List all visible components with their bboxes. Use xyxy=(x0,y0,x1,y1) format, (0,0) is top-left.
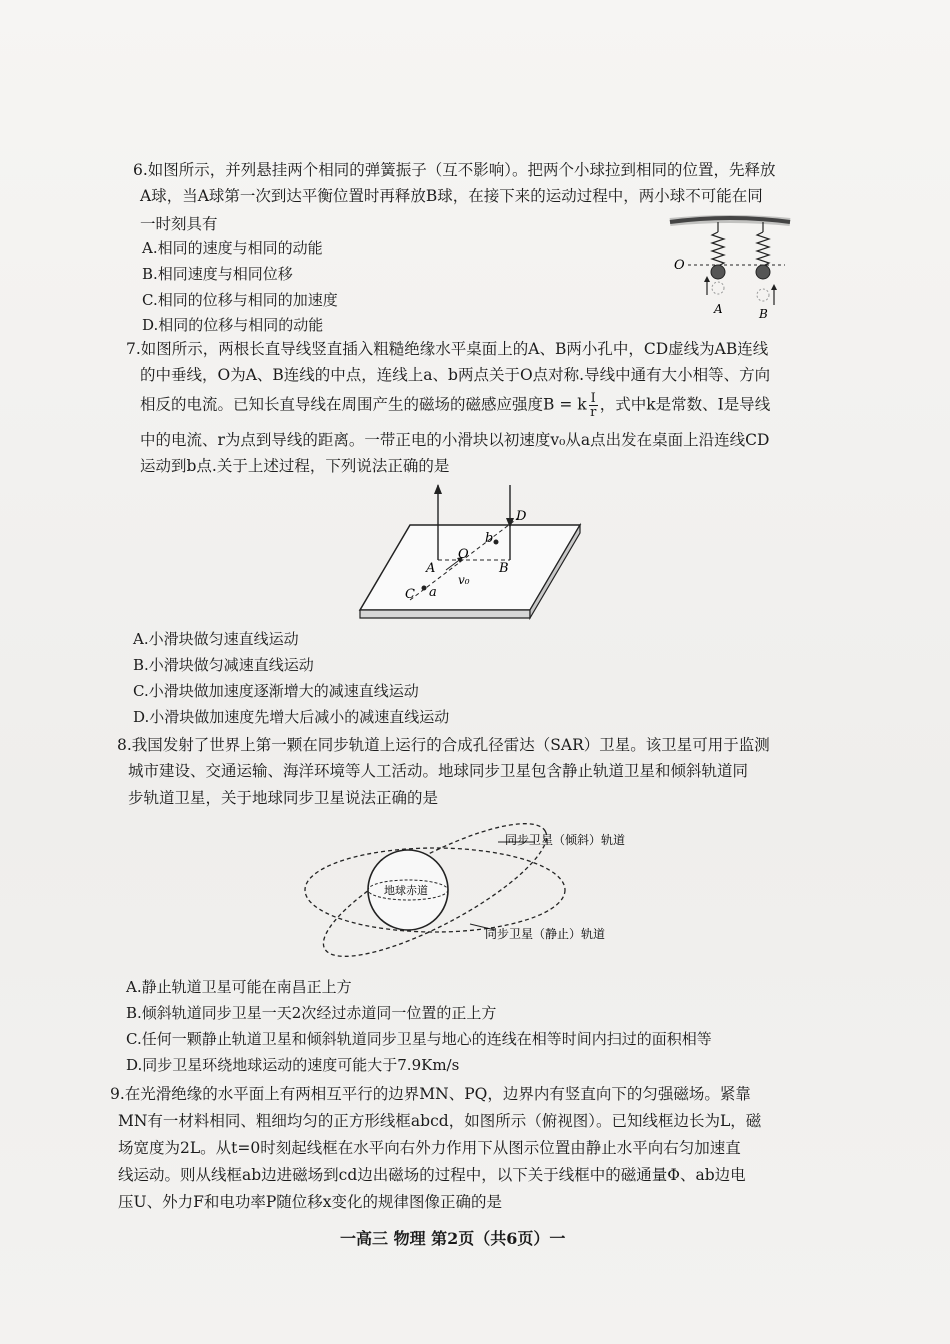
q7-fraction-den: r xyxy=(590,405,597,420)
q9-line-3: 场宽度为2L。从t=0时刻起线框在水平向右外力作用下从图示位置由静止水平向右匀加速直 xyxy=(118,1139,741,1157)
q7-fig-label-a-pt: A xyxy=(426,561,436,576)
q9-line-4: 线运动。则从线框ab边进磁场到cd边出磁场的过程中，以下关于线框中的磁通量Φ、ab边电 xyxy=(118,1166,746,1184)
q7-line-5: 运动到b点.关于上述过程，下列说法正确的是 xyxy=(140,457,450,475)
q6-fig-label-o: O xyxy=(674,258,685,273)
q6-fig-label-a: A xyxy=(714,302,723,316)
q8-line-1: 8.我国发射了世界上第一颗在同步轨道上运行的合成孔径雷达（SAR）卫星。该卫星可用于监测 xyxy=(117,736,770,754)
q8-option-d: D.同步卫星环绕地球运动的速度可能大于7.9Km/s xyxy=(126,1056,460,1074)
q7-fig-label-b-pt: B xyxy=(499,561,509,576)
q7-fig-label-a: a xyxy=(429,585,437,600)
q7-line-3-pre: 相反的电流。已知长直导线在周围产生的磁场的磁感应强度B = k xyxy=(140,395,587,414)
q6-spring-figure xyxy=(660,210,800,325)
q7-option-b: B.小滑块做匀减速直线运动 xyxy=(133,656,314,674)
q6-option-d: D.相同的位移与相同的动能 xyxy=(142,316,324,334)
q8-fig-label-equator: 地球赤道 xyxy=(384,884,428,897)
q8-option-c: C.任何一颗静止轨道卫星和倾斜轨道同步卫星与地心的连线在相等时间内扫过的面积相等 xyxy=(126,1030,712,1048)
q8-fig-label-static: 同步卫星（静止）轨道 xyxy=(485,927,606,941)
q7-option-d: D.小滑块做加速度先增大后减小的减速直线运动 xyxy=(133,708,450,726)
q6-fig-label-b: B xyxy=(759,307,768,321)
q7-line-3-post: ，式中k是常数、I是导线 xyxy=(599,395,771,414)
q7-fig-label-v0: v₀ xyxy=(458,573,470,587)
q8-line-3: 步轨道卫星，关于地球同步卫星说法正确的是 xyxy=(128,789,439,807)
q7-option-c: C.小滑块做加速度逐渐增大的减速直线运动 xyxy=(133,682,419,700)
q6-line-2: A球，当A球第一次到达平衡位置时再释放B球，在接下来的运动过程中，两小球不可能在同 xyxy=(140,187,763,205)
q6-option-a: A.相同的速度与相同的动能 xyxy=(142,239,323,257)
q7-line-4: 中的电流、r为点到导线的距离。一带正电的小滑块以初速度v₀从a点出发在桌面上沿连线CD xyxy=(140,431,770,449)
q8-option-b: B.倾斜轨道同步卫星一天2次经过赤道同一位置的正上方 xyxy=(126,1004,497,1022)
q8-option-a: A.静止轨道卫星可能在南昌正上方 xyxy=(126,978,352,996)
q6-option-c: C.相同的位移与相同的加速度 xyxy=(142,291,338,309)
q7-wire-figure xyxy=(350,480,590,620)
q7-option-a: A.小滑块做匀速直线运动 xyxy=(133,630,299,648)
q7-line-1: 7.如图所示，两根长直导线竖直插入粗糙绝缘水平桌面上的A、B两小孔中，CD虚线为AB连线 xyxy=(126,340,769,358)
q9-line-5: 压U、外力F和电功率P随位移x变化的规律图像正确的是 xyxy=(118,1193,502,1211)
q8-line-2: 城市建设、交通运输、海洋环境等人工活动。地球同步卫星包含静止轨道卫星和倾斜轨道同 xyxy=(128,762,749,780)
q6-line-3: 一时刻具有 xyxy=(140,215,218,233)
q6-option-b: B.相同速度与相同位移 xyxy=(142,265,293,283)
q7-line-3 xyxy=(140,392,770,419)
q9-line-2: MN有一材料相同、粗细均匀的正方形线框abcd，如图所示（俯视图）。已知线框边长为L，磁 xyxy=(118,1112,762,1130)
q7-fig-label-c: C xyxy=(405,587,415,602)
q7-fraction-num: I xyxy=(590,391,596,406)
q6-line-1: 6.如图所示，并列悬挂两个相同的弹簧振子（互不影响）。把两个小球拉到相同的位置，先释放 xyxy=(133,161,776,179)
q7-fig-label-d: D xyxy=(516,509,527,524)
q7-fig-label-o: O xyxy=(458,547,469,562)
q8-fig-label-inclined: 同步卫星（倾斜）轨道 xyxy=(505,833,626,847)
page-footer: 一高三 物理 第2页（共6页）一 xyxy=(340,1229,566,1248)
q8-orbit-figure xyxy=(290,812,650,962)
q7-fraction xyxy=(589,392,598,419)
q7-line-2: 的中垂线，O为A、B连线的中点，连线上a、b两点关于O点对称.导线中通有大小相等、方向 xyxy=(140,366,771,384)
q9-line-1: 9.在光滑绝缘的水平面上有两相互平行的边界MN、PQ，边界内有竖直向下的匀强磁场。紧靠 xyxy=(110,1085,751,1103)
q7-fig-label-b-small: b xyxy=(485,531,494,546)
